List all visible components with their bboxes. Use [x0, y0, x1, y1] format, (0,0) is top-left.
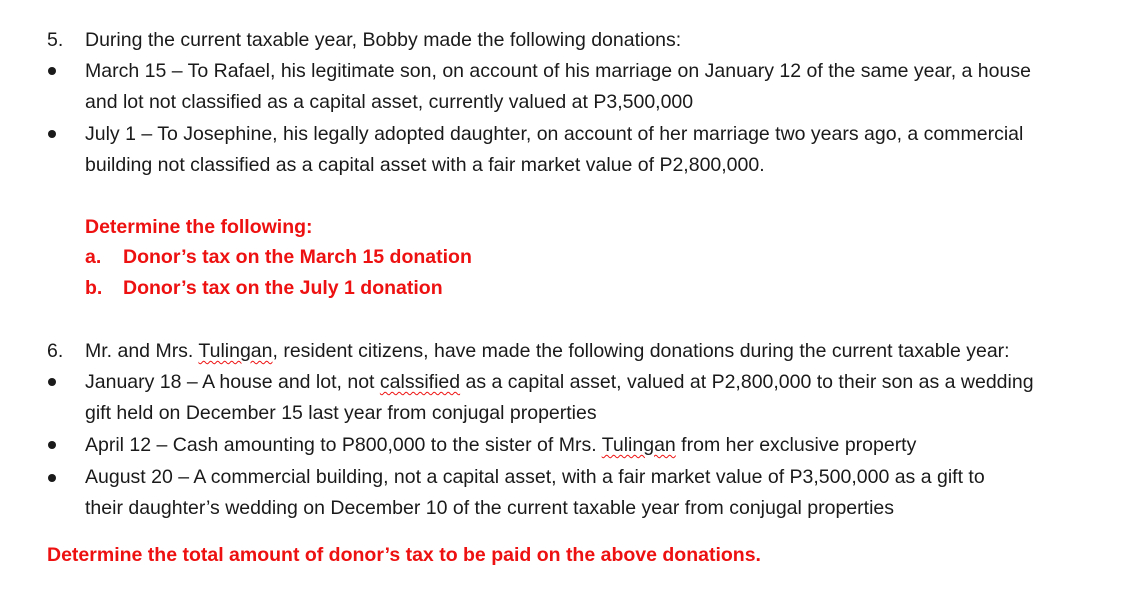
q6-bullet1-line1 [85, 370, 1034, 394]
q6-number: 6. [47, 340, 64, 362]
q5-intro: During the current taxable year, Bobby made the following donations: [85, 29, 682, 51]
q6-bullet1-post: as a capital asset, valued at P2,800,000 to their son as a wedding [460, 371, 1034, 393]
q6-intro-pre: Mr. and Mrs. [85, 340, 199, 362]
q6-intro [85, 339, 1010, 363]
bullet-icon [48, 378, 56, 386]
q6-intro-post: , resident citizens, have made the following donations during the current taxable year: [272, 340, 1010, 362]
q5-bullet2-line1: July 1 – To Josephine, his legally adopted daughter, on account of her marriage two years ago, a commercial [85, 123, 1024, 145]
q5-bullet1-line2: and lot not classified as a capital asset, currently valued at P3,500,000 [85, 91, 694, 113]
q6-bullet2-line1 [85, 433, 916, 457]
q5-item-a-label: a. [85, 246, 102, 268]
q5-item-b-label: b. [85, 277, 103, 299]
q5-number: 5. [47, 29, 64, 51]
q6-bullet3-line2: their daughter’s wedding on December 10 of the current taxable year from conjugal properties [85, 497, 894, 519]
q6-determine-heading: Determine the total amount of donor’s tax to be paid on the above donations. [47, 544, 761, 566]
q6-bullet1-line2: gift held on December 15 last year from conjugal properties [85, 402, 597, 424]
bullet-icon [48, 474, 56, 482]
spellcheck-word: Tulingan [601, 434, 676, 456]
q5-item-a-text: Donor’s tax on the March 15 donation [123, 246, 472, 268]
bullet-icon [48, 67, 56, 75]
q5-bullet2-line2: building not classified as a capital asset with a fair market value of P2,800,000. [85, 154, 765, 176]
q6-bullet2-pre: April 12 – Cash amounting to P800,000 to the sister of Mrs. [85, 434, 602, 456]
q5-bullet1-line1: March 15 – To Rafael, his legitimate son, on account of his marriage on January 12 of the same year, a house [85, 60, 1031, 82]
bullet-icon [48, 441, 56, 449]
spellcheck-word: Tulingan [198, 340, 273, 362]
bullet-icon [48, 130, 56, 138]
q6-bullet3-line1: August 20 – A commercial building, not a capital asset, with a fair market value of P3,500,000 as a gift to [85, 466, 985, 488]
q6-bullet1-pre: January 18 – A house and lot, not [85, 371, 380, 393]
q5-item-b-text: Donor’s tax on the July 1 donation [123, 277, 443, 299]
q5-determine-heading: Determine the following: [85, 216, 313, 238]
q6-bullet2-post: from her exclusive property [675, 434, 917, 456]
spellcheck-word: calssified [379, 371, 461, 393]
